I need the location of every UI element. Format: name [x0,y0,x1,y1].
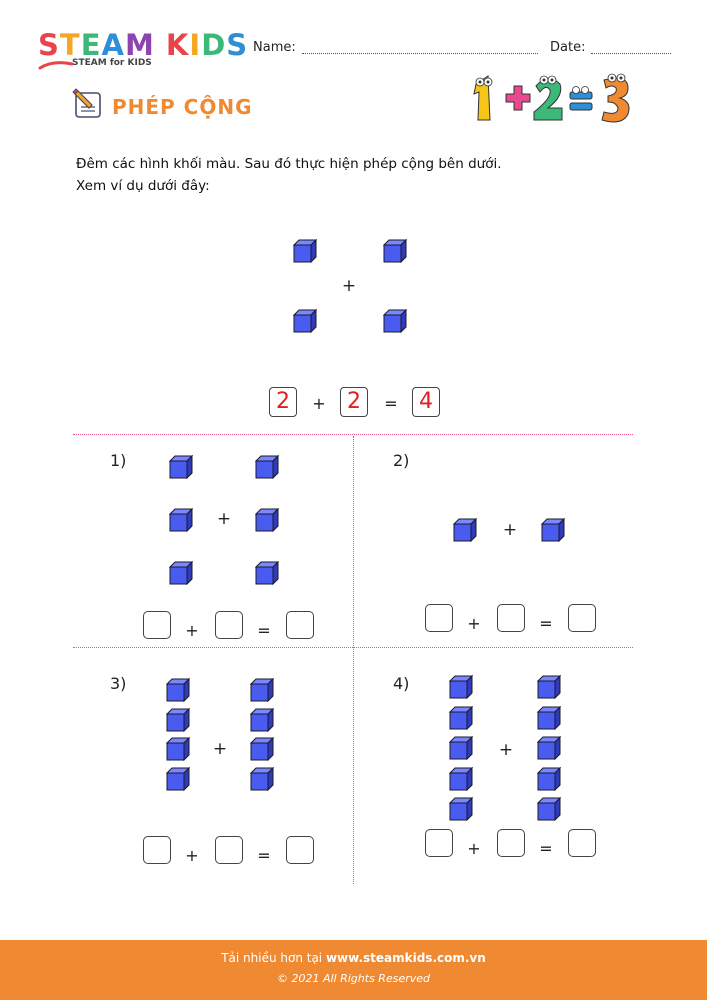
problem-2-number: 2) [393,451,410,470]
vertical-divider [353,436,354,884]
problem-3-answer-box-a[interactable] [143,836,171,864]
logo-letter: S [226,28,249,62]
logo-subtitle: STEAM for KIDS [72,58,152,68]
problem-1-equals: = [257,621,271,640]
steam-kids-logo [38,30,248,60]
problem-3-answer-box-b[interactable] [215,836,243,864]
name-field[interactable] [302,53,538,54]
cube-icon [449,675,473,699]
problem-1-answer-box-a[interactable] [143,611,171,639]
cube-icon [383,239,407,263]
example-equals: = [384,394,398,413]
cube-icon [166,767,190,791]
cube-icon [250,708,274,732]
logo-letter: T [59,28,81,62]
example-box-sum: 4 [412,387,440,417]
problem-1-answer-box-b[interactable] [215,611,243,639]
problem-4-plus: + [467,839,481,858]
instruction-line-2: Xem ví dụ dưới đây: [76,178,210,194]
problem-1-answer-box-sum[interactable] [286,611,314,639]
cube-icon [453,518,477,542]
cube-icon [166,708,190,732]
problem-3-plus: + [185,846,199,865]
logo-letter: S [38,28,60,62]
cube-icon [449,767,473,791]
cube-icon [449,797,473,821]
cube-icon [541,518,565,542]
cube-icon [537,706,561,730]
cube-icon [449,706,473,730]
instruction-line-1: Đêm các hình khối màu. Sau đó thực hiện phép cộng bên dưới. [76,156,502,172]
plus-sign: + [498,740,514,760]
cube-icon [293,309,317,333]
name-label: Name: [253,40,296,55]
cube-icon [255,561,279,585]
logo-letter: A [101,28,125,62]
plus-sign: + [502,520,518,540]
cube-icon [169,561,193,585]
plus-sign: + [341,276,357,296]
example-box-a: 2 [269,387,297,417]
footer-prefix: Tải nhiều hơn tại [221,951,326,965]
plus-sign: + [212,739,228,759]
cube-icon [537,675,561,699]
footer-site-link[interactable]: www.steamkids.com.vn [325,951,486,965]
logo-letter: K [165,28,190,62]
problem-2-answer-box-a[interactable] [425,604,453,632]
problem-4-answer-box-a[interactable] [425,829,453,857]
cube-icon [293,239,317,263]
cube-icon [537,736,561,760]
logo-letter [155,30,166,60]
logo-letter: M [124,28,155,62]
problem-1-plus: + [185,621,199,640]
cube-icon [537,767,561,791]
problem-2-equals: = [539,614,553,633]
cube-icon [255,508,279,532]
problem-3-number: 3) [110,674,127,693]
problem-4-equals: = [539,839,553,858]
date-field[interactable] [591,53,671,54]
problem-4-answer-box-b[interactable] [497,829,525,857]
problem-2-answer-box-sum[interactable] [568,604,596,632]
problem-4-number: 4) [393,674,410,693]
cube-icon [449,736,473,760]
page-title: PHÉP CỘNG [112,95,253,119]
cube-icon [255,455,279,479]
problem-2-answer-box-b[interactable] [497,604,525,632]
problem-3-equals: = [257,846,271,865]
cube-icon [169,508,193,532]
footer-bar [0,940,707,1000]
problem-4-answer-box-sum[interactable] [568,829,596,857]
cube-icon [383,309,407,333]
cube-icon [250,767,274,791]
cube-icon [537,797,561,821]
date-label: Date: [550,40,586,55]
number-characters-icon [468,70,640,126]
cube-icon [250,678,274,702]
logo-letter: E [80,28,102,62]
pencil-paper-icon [72,87,106,121]
example-box-b: 2 [340,387,368,417]
problem-1-number: 1) [110,451,127,470]
problem-2-plus: + [467,614,481,633]
cube-icon [169,455,193,479]
logo-letter: I [189,28,202,62]
plus-sign: + [216,509,232,529]
example-plus: + [312,394,326,413]
logo-letter: D [201,28,227,62]
cube-icon [250,737,274,761]
footer-copyright: © 2021 All Rights Reserved [276,972,430,985]
problem-3-answer-box-sum[interactable] [286,836,314,864]
cube-icon [166,678,190,702]
cube-icon [166,737,190,761]
footer-link-line [0,951,707,965]
horizontal-divider-top [73,434,633,435]
